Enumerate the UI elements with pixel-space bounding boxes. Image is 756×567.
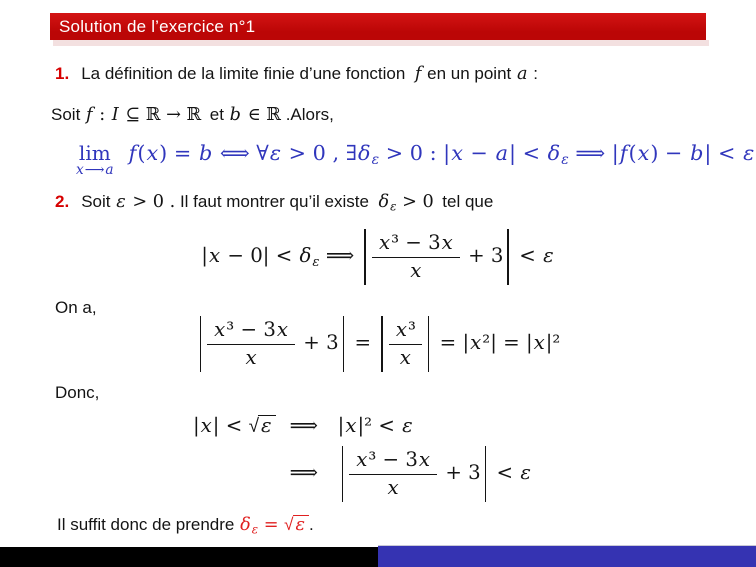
item-1-line [55,63,538,87]
conclusion-line [57,514,314,538]
item-2-number: 2. [55,192,70,211]
simplification-equation [0,316,756,372]
deduction-lhs: |x| < √ ε [193,414,276,438]
deduction-rhs-1: ⟹ |x|² < ε [289,414,413,437]
footer-blue-bar [378,545,756,567]
donc-label: Donc, [55,383,100,402]
conclusion-text: Il suffit donc de prendre $\delta_\varepsilon$ = √ ε . [57,515,314,537]
item-1-number: 1. [55,64,70,83]
implication-equation [0,229,756,285]
lim-operator [75,141,115,178]
implication-equation-body: $|x - 0| < \delta_\varepsilon$ ⟹ $\frac{\text{x³ − 3x}}{x}$ + 3 < ε [201,246,554,267]
item-2-text: Soit ε > 0 . Il faut montrer qu’il existe $\delta_\varepsilon > 0$ tel que [81,192,494,214]
slide-title: Solution de l’exercice n°1 [59,16,256,36]
slide-title-bar [50,13,706,40]
on-a-label: On a, [55,298,97,317]
item-2-line [55,191,493,215]
lim-subscript: x⟶a [76,162,114,178]
footer-black-bar [0,547,378,567]
deduction-rhs-2: ⟹ $\frac{\text{x³ − 3x}}{x}$ + 3 < ε [290,446,532,502]
soit-line [51,104,334,128]
footer-bar [0,545,756,567]
simplification-equation-body: $\frac{\text{x³ − 3x}}{x}$ + 3 = $\frac{\text{x³}}{x}$ = |x²| = |x|² [196,333,561,354]
limit-definition-formula [75,141,755,178]
soit-line-text: Soit f : I ⊆ ℝ → ℝ et b ∈ ℝ .Alors, [51,105,334,125]
limit-formula-body: f(x) = b ⟺ ∀ε > 0 , $\exists\delta_\varepsilon > 0$ : $|x - a| < \delta_\varepsilon$ ⟹ |f(x) − b| < ε [128,141,755,169]
lim-word: lim [78,141,111,165]
item-1-text: La définition de la limite finie d’une fonction f en un point a : [81,64,538,84]
deduction-equations [193,414,532,502]
